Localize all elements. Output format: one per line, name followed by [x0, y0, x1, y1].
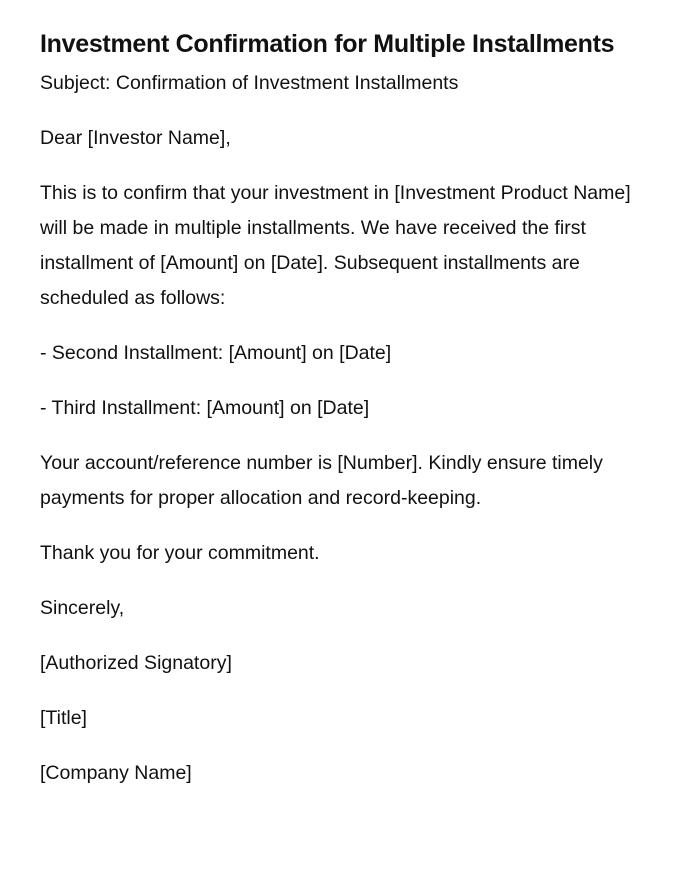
document-title: Investment Confirmation for Multiple Installments	[40, 30, 615, 58]
signatory-title: [Title]	[40, 707, 87, 729]
intro-paragraph: This is to confirm that your investment in [Investment Product Name] will be made in multiple installments. We have received the first installment of [Amount] on [Date]. Subsequent installments are scheduled as follows:	[40, 182, 631, 309]
closing: Sincerely,	[40, 597, 125, 619]
installment-item: - Second Installment: [Amount] on [Date]	[40, 342, 392, 364]
subject-line: Subject: Confirmation of Investment Installments	[40, 72, 459, 94]
reference-paragraph: Your account/reference number is [Number]. Kindly ensure timely payments for proper allocation and record-keeping.	[40, 452, 603, 509]
company-name: [Company Name]	[40, 762, 192, 784]
signatory: [Authorized Signatory]	[40, 652, 232, 674]
installment-item: - Third Installment: [Amount] on [Date]	[40, 397, 370, 419]
thanks-line: Thank you for your commitment.	[40, 542, 320, 564]
greeting: Dear [Investor Name],	[40, 127, 231, 149]
